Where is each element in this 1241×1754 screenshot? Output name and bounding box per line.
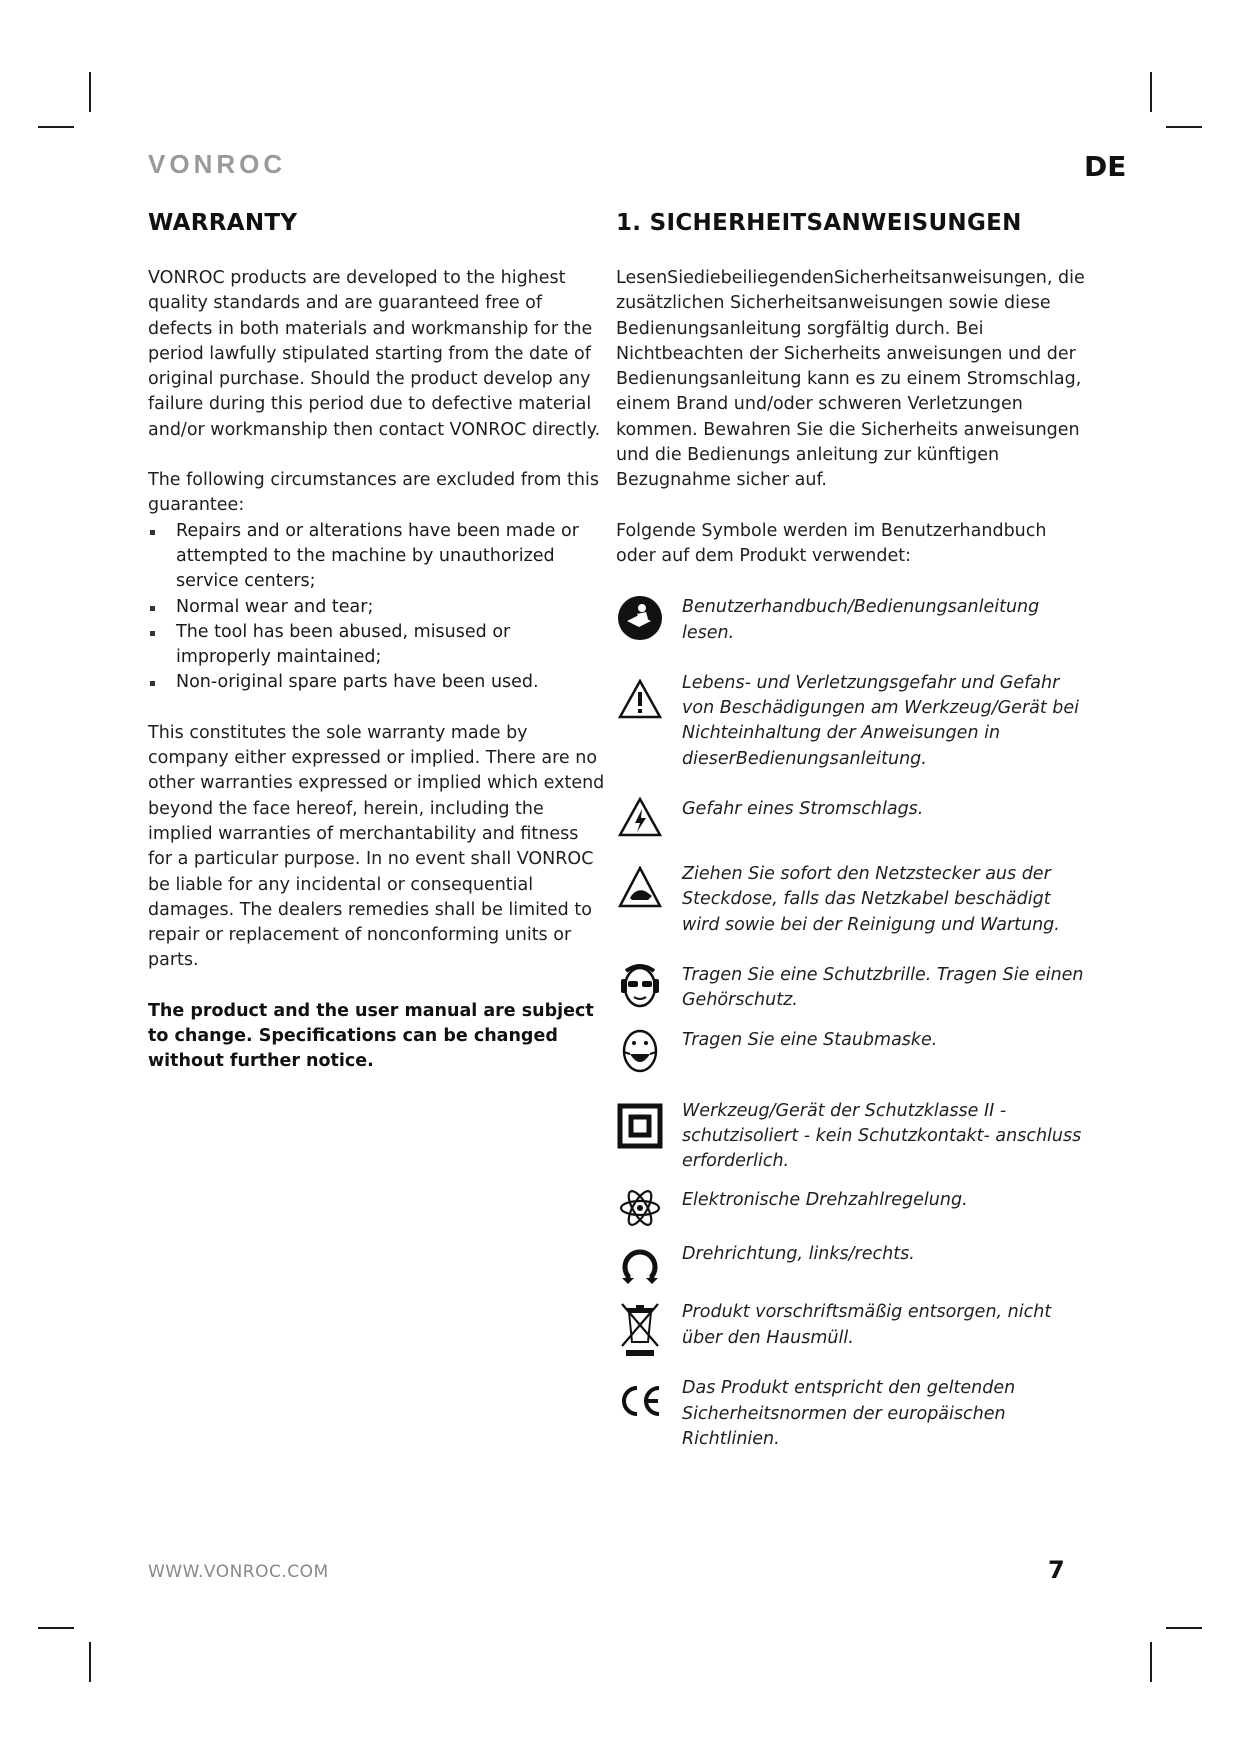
symbol-row — [616, 671, 1086, 772]
symbol-description: Tragen Sie eine Staubmaske. — [682, 1029, 938, 1050]
warranty-title: WARRANTY — [148, 210, 298, 236]
electronic-speed-icon — [618, 1188, 662, 1228]
list-item: Normal wear and tear; — [148, 595, 608, 620]
symbol-row — [616, 797, 1086, 837]
website-url: WWW.VONROC.COM — [148, 1562, 329, 1582]
rotation-direction-icon — [618, 1242, 662, 1286]
class-ii-double-square-icon — [617, 1103, 663, 1149]
symbols-intro: Folgende Symbole werden im Benutzerhandbuch oder auf dem Produkt verwendet: — [616, 520, 1047, 566]
page-number: 7 — [1048, 1556, 1065, 1584]
safety-intro: LesenSiediebeiliegendenSicherheitsanweisungen, die zusätzlichen Sicherheitsanweisungen sowie diese Bedienungsanleitung sorgfältig durch. Bei Nichtbeachten der Sicherheits anweisungen und der Bedienungsanleitung kann es zu einem Stromschlag, einem Brand und/oder schweren Verletzungen kommen. Bewahren Sie die Sicherheits anweisungen und die Bedienungs anleitung zur künftigen Bezugnahme sicher auf. — [616, 268, 1085, 491]
symbol-row — [616, 1300, 1086, 1358]
exclusions-list — [148, 519, 608, 696]
symbol-row — [616, 1188, 1086, 1228]
vonroc-logo — [148, 152, 293, 176]
crossed-bin-icon — [618, 1300, 662, 1358]
symbol-row — [616, 1376, 1086, 1452]
safety-title: 1. SICHERHEITSANWEISUNGEN — [616, 210, 1022, 236]
dust-mask-icon — [618, 1028, 662, 1074]
crop-mark — [38, 126, 74, 128]
crop-mark — [1166, 1627, 1202, 1629]
change-notice: The product and the user manual are subject to change. Specifications can be changed without further notice. — [148, 1000, 594, 1072]
symbol-description: Ziehen Sie sofort den Netzstecker aus der Steckdose, falls das Netzkabel beschädigt wird sowie bei der Reinigung und Wartung. — [682, 864, 1060, 935]
symbol-row — [616, 1099, 1086, 1175]
electric-shock-icon — [618, 797, 662, 837]
symbol-description: Elektronische Drehzahlregelung. — [682, 1190, 968, 1211]
symbol-row — [616, 963, 1086, 1014]
crop-mark — [38, 1627, 74, 1629]
symbol-description: Das Produkt entspricht den geltenden Sicherheitsnormen der europäischen Richtlinien. — [682, 1378, 1016, 1450]
safety-section — [616, 210, 1086, 1452]
goggles-ear-protection-icon — [618, 963, 662, 1009]
list-item: Repairs and or alterations have been made or attempted to the machine by unauthorized service centers; — [148, 519, 608, 595]
ce-mark-icon — [617, 1384, 663, 1418]
sole-warranty-text: This constitutes the sole warranty made by company either expressed or implied. There are no other warranties expressed or implied which extend beyond the face hereof, herein, including the implied warranties of merchantability and fitness for a particular purpose. In no event shall VONROC be liable for any incidental or consequential damages. The dealers remedies shall be limited to repair or replacement of nonconforming units or parts. — [148, 722, 605, 971]
warranty-intro: VONROC products are developed to the highest quality standards and are guaranteed free of defects in both materials and workmanship for the period lawfully stipulated starting from the date of original purchase. Should the product develop any failure during this period due to defective material and/or workmanship then contact VONROC directly. — [148, 268, 601, 440]
crop-mark — [89, 1642, 91, 1682]
crop-mark — [1166, 126, 1202, 128]
warranty-section — [148, 210, 608, 1075]
symbol-description: Gefahr eines Stromschlags. — [682, 799, 924, 820]
unplug-warning-icon — [618, 866, 662, 910]
symbol-row — [616, 595, 1086, 646]
list-item: Non-original spare parts have been used. — [148, 670, 608, 695]
symbol-row — [616, 1028, 1086, 1074]
list-item: The tool has been abused, misused or improperly maintained; — [148, 620, 608, 671]
symbol-row — [616, 862, 1086, 938]
symbol-description: Produkt vorschriftsmäßig entsorgen, nicht über den Hausmüll. — [682, 1302, 1052, 1348]
symbol-description: Lebens- und Verletzungsgefahr und Gefahr von Beschädigungen am Werkzeug/Gerät bei Nichteinhaltung der Anweisungen in dieserBedienungsanleitung. — [682, 672, 1080, 769]
read-manual-icon — [617, 595, 663, 641]
language-code: DE — [1084, 150, 1127, 183]
symbol-description: Benutzerhandbuch/Bedienungsanleitung lesen. — [682, 597, 1040, 643]
crop-mark — [1150, 72, 1152, 112]
symbol-description: Tragen Sie eine Schutzbrille. Tragen Sie einen Gehörschutz. — [682, 964, 1084, 1011]
crop-mark — [1150, 1642, 1152, 1682]
brand-wordmark: VONROC — [148, 152, 287, 176]
warning-triangle-icon — [618, 679, 662, 719]
symbol-description: Werkzeug/Gerät der Schutzklasse II - schutzisoliert - kein Schutzkontakt- anschluss erforderlich. — [682, 1100, 1082, 1172]
symbol-description: Drehrichtung, links/rechts. — [682, 1244, 915, 1265]
symbol-row — [616, 1242, 1086, 1286]
crop-mark — [89, 72, 91, 112]
exclusions-intro: The following circumstances are excluded from this guarantee: — [148, 470, 599, 516]
